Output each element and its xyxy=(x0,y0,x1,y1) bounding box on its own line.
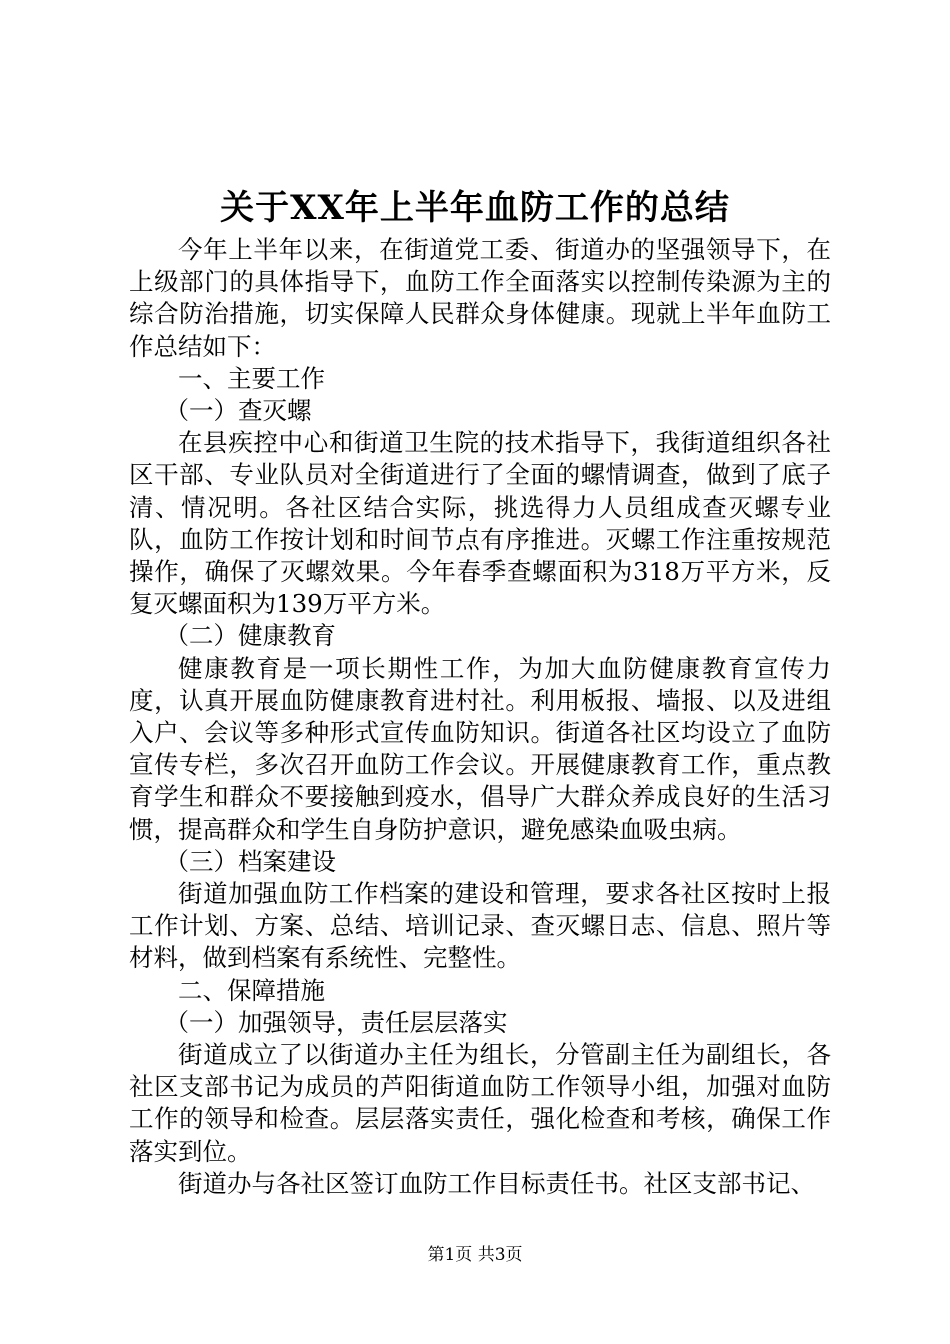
section-heading-safeguards: 二、保障措施 xyxy=(178,975,325,1005)
paragraph-snail-control: 在县疾控中心和街道卫生院的技术指导下，我街道组织各社区干部、专业队员对全街道进行了全面的螺情调查，做到了底子清、情况明。各社区结合实际，挑选得力人员组成查灭螺专业队，血防工作按计划和时间节点有序推进。灭螺工作注重按规范操作，确保了灭螺效果。今年春季查螺面积为318万平方米，反复灭螺面积为139万平方米。 xyxy=(129,428,831,619)
subheading-health-education: （二）健康教育 xyxy=(164,621,337,651)
paragraph-responsibility: 街道办与各社区签订血防工作目标责任书。社区支部书记、 xyxy=(178,1168,815,1198)
subheading-snail-control: （一）查灭螺 xyxy=(164,396,312,426)
document-title: 关于XX年上半年血防工作的总结 xyxy=(220,188,730,228)
subheading-leadership: （一）加强领导，责任层层落实 xyxy=(164,1007,508,1037)
section-heading-main-work: 一、主要工作 xyxy=(178,363,325,393)
paragraph-health-education: 健康教育是一项长期性工作，为加大血防健康教育宣传力度，认真开展血防健康教育进村社。利用板报、墙报、以及进组入户、会议等多种形式宣传血防知识。街道各社区均设立了血防宣传专栏，多次召开血防工作会议。开展健康教育工作，重点教育学生和群众不要接触到疫水，倡导广大群众养成良好的生活习惯，提高群众和学生自身防护意识，避免感染血吸虫病。 xyxy=(129,653,831,844)
document-body xyxy=(129,234,831,1200)
subheading-archive: （三）档案建设 xyxy=(164,846,337,876)
page-footer: 第1页 共3页 xyxy=(427,1245,523,1265)
paragraph-archive: 街道加强血防工作档案的建设和管理，要求各社区按时上报工作计划、方案、总结、培训记录、查灭螺日志、信息、照片等材料，做到档案有系统性、完整性。 xyxy=(129,879,831,973)
intro-paragraph: 今年上半年以来，在街道党工委、街道办的坚强领导下，在上级部门的具体指导下，血防工作全面落实以控制传染源为主的综合防治措施，切实保障人民群众身体健康。现就上半年血防工作总结如下： xyxy=(129,235,831,361)
paragraph-leadership: 街道成立了以街道办主任为组长，分管副主任为副组长，各社区支部书记为成员的芦阳街道血防工作领导小组，加强对血防工作的领导和检查。层层落实责任，强化检查和考核，确保工作落实到位。 xyxy=(129,1040,831,1166)
